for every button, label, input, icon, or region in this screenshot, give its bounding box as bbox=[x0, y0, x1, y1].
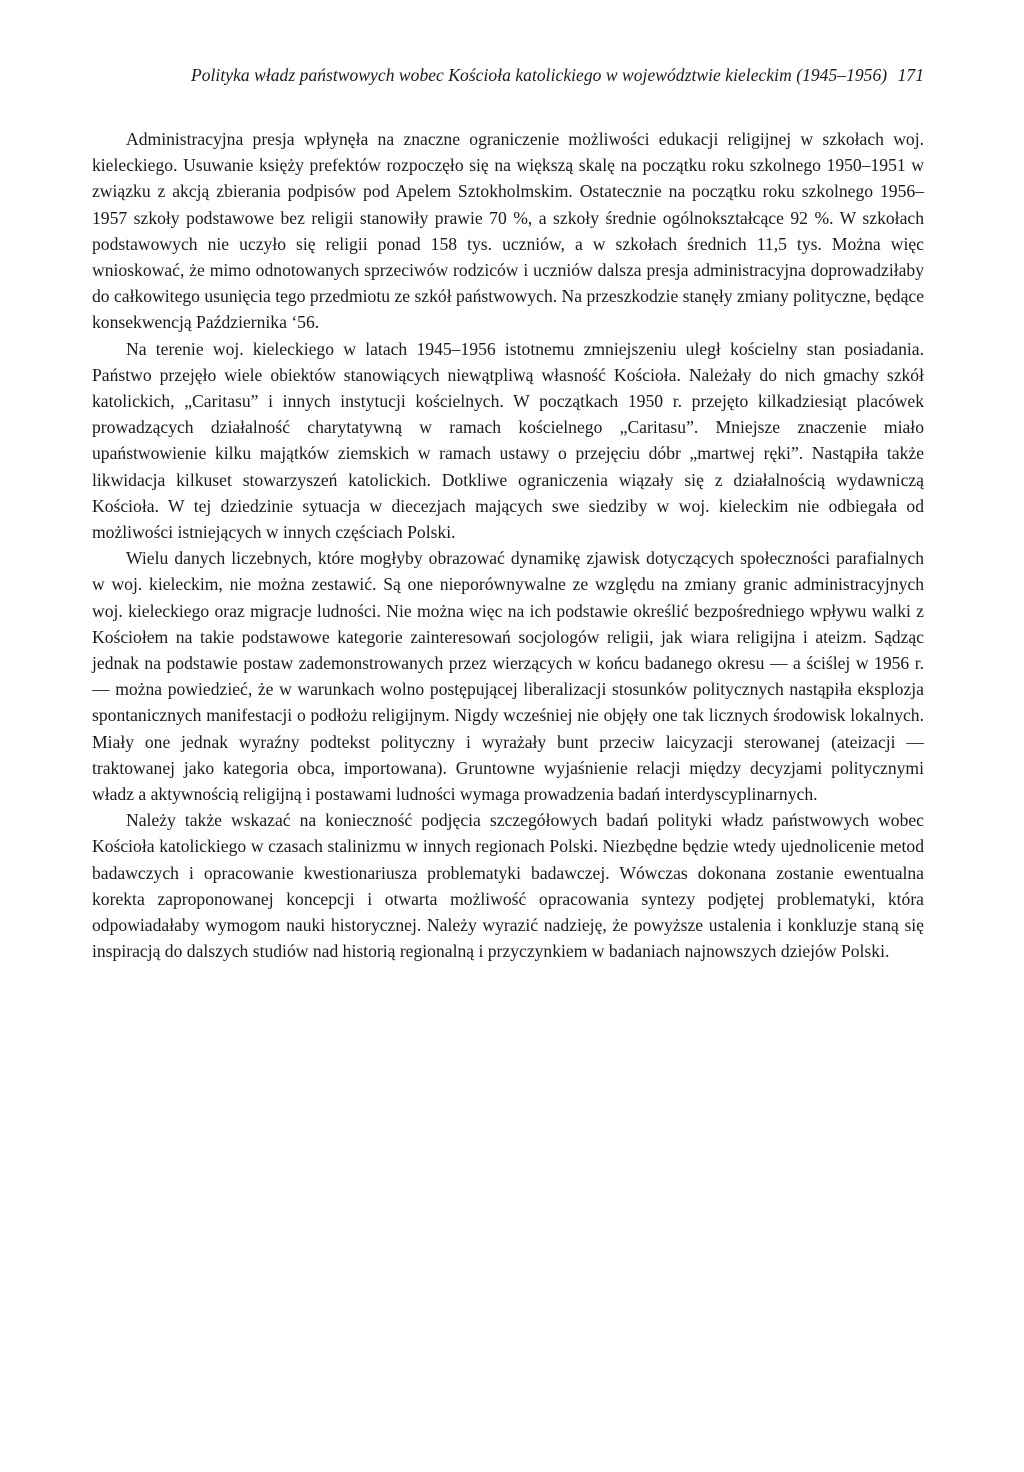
page-number: 171 bbox=[897, 65, 924, 85]
paragraph-conclusion: Należy także wskazać na konieczność podjęcia szczegółowych badań polityki władz państwowych wobec Kościoła katolickiego w czasach stalinizmu w innych regionach Polski. Niezbędne będzie wtedy ujednolicenie metod badawczych i opracowanie kwestionariusza problematyki badawczej. Wówczas dokonana zostanie ewentualna korekta zaproponowanej koncepcji i otwarta możliwość opracowania syntezy podjętej problematyki, która odpowiadałaby wymogom nauki historycznej. Należy wyrazić nadzieję, że powyższe ustalenia i konkluzje staną się inspiracją do dalszych studiów nad historią regionalną i przyczynkiem w badaniach najnowszych dziejów Polski. bbox=[92, 810, 924, 962]
paragraph-church-property: Na terenie woj. kieleckiego w latach 1945–1956 istotnemu zmniejszeniu uległ kościelny stan posiadania. Państwo przejęło wiele obiektów stanowiących niewątpliwą własność Kościoła. Należały do nich gmachy szkół katolickich, „Caritasu” i innych instytucji kościelnych. W początkach 1950 r. przejęto kilkadziesiąt placówek prowadzących działalność charytatywną w ramach kościelnego „Caritasu”. Mniejsze znaczenie miało upaństwowienie kilku majątków ziemskich w ramach ustawy o przejęciu dóbr „martwej ręki”. Nastąpiła także likwidacja kilkuset stowarzyszeń katolickich. Dotkliwe ograniczenia wiązały się z działalnością wydawniczą Kościoła. W tej dziedzinie sytuacja w diecezjach mających swe siedziby w woj. kieleckim nie odbiegała od możliwości istniejących w innych częściach Polski. bbox=[92, 338, 924, 543]
document-page bbox=[92, 64, 924, 965]
paragraph-parish-data: Wielu danych liczebnych, które mogłyby obrazować dynamikę zjawisk dotyczących społeczności parafialnych w woj. kieleckim, nie można zestawić. Są one nieporównywalne ze względu na zmiany granic administracyjnych woj. kieleckiego oraz migracje ludności. Nie można więc na ich podstawie określić bezpośredniego wpływu walki z Kościołem na takie podstawowe kategorie zainteresowań socjologów religii, jak wiara religijna i ateizm. Sądząc jednak na podstawie postaw zademonstrowanych przez wierzących w końcu badanego okresu — a ściślej w 1956 r. — można powiedzieć, że w warunkach wolno postępującej liberalizacji stosunków politycznych nastąpiła eksplozja spontanicznych manifestacji o podłożu religijnym. Nigdy wcześniej nie objęły one tak licznych środowisk lokalnych. Miały one jednak wyraźny podtekst polityczny i wyrażały bunt przeciw laicyzacji sterowanej (ateizacji — traktowanej jako kategoria obca, importowana). Gruntowne wyjaśnienie relacji między decyzjami politycznymi władz a aktywnością religijną i postawami ludności wymaga prowadzenia badań interdyscyplinarnych. bbox=[92, 548, 924, 805]
running-header bbox=[92, 64, 924, 86]
body-text bbox=[92, 126, 924, 965]
running-header-title: Polityka władz państwowych wobec Kościoła katolickiego w województwie kieleckim (1945–1956) bbox=[190, 65, 888, 85]
paragraph-religious-education: Administracyjna presja wpłynęła na znaczne ograniczenie możliwości edukacji religijnej w szkołach woj. kieleckiego. Usuwanie księży prefektów rozpoczęło się na większą skalę na początku roku szkolnego 1950–1951 w związku z akcją zbierania podpisów pod Apelem Sztokholmskim. Ostatecznie na początku roku szkolnego 1956–1957 szkoły podstawowe bez religii stanowiły prawie 70 %, a szkoły średnie ogólnokształcące 92 %. W szkołach podstawowych nie uczyło się religii ponad 158 tys. uczniów, a w szkołach średnich 11,5 tys. Można więc wnioskować, że mimo odnotowanych sprzeciwów rodziców i uczniów dalsza presja administracyjna doprowadziłaby do całkowitego usunięcia tego przedmiotu ze szkół państwowych. Na przeszkodzie stanęły zmiany polityczne, będące konsekwencją Października ‘56. bbox=[92, 129, 924, 333]
